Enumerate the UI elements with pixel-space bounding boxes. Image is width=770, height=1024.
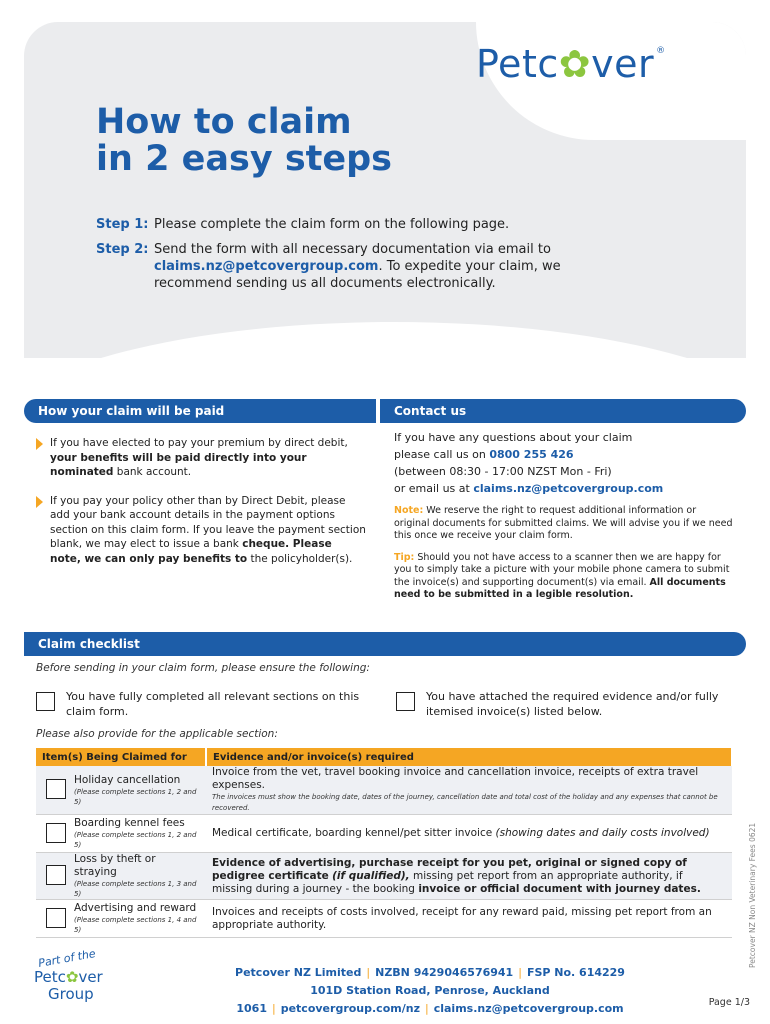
- evidence-text: missing pet report from an appropriate authority, if missing during a journey - the booking: [212, 869, 683, 895]
- table-row: [36, 766, 732, 815]
- evidence-cell: [206, 853, 732, 900]
- claims-email-link[interactable]: claims.nz@petcovergroup.com: [154, 259, 379, 274]
- evidence-text: Invoice from the vet, travel booking invoice and cancellation invoice, receipts of extra travel expenses.: [212, 766, 699, 791]
- petcover-group-logo: [34, 947, 118, 1008]
- paw-icon: ✿: [558, 42, 592, 86]
- steps-list: [96, 216, 566, 300]
- footer-fsp: FSP No. 614229: [526, 966, 625, 979]
- contact-section: [394, 429, 734, 611]
- phone-link[interactable]: 0800 255 426: [489, 448, 574, 461]
- paid-item-text: If you have elected to pay your premium by direct debit,: [50, 437, 348, 449]
- checkbox-holiday[interactable]: [46, 779, 66, 799]
- tip-paragraph: [394, 552, 734, 602]
- item-sections: (Please complete sections 1, 2 and 5): [74, 787, 197, 806]
- section-header-paid: How your claim will be paid: [24, 399, 376, 423]
- item-sections: (Please complete sections 1, 4 and 5): [74, 916, 197, 934]
- contact-email-line: [394, 480, 734, 497]
- table-header-row: [36, 748, 732, 766]
- checkbox-completed[interactable]: [36, 692, 55, 711]
- note-paragraph: [394, 505, 734, 543]
- contact-hours: (between 08:30 - 17:00 NZST Mon - Fri): [394, 465, 612, 478]
- page-number: Page 1/3: [708, 997, 750, 1008]
- form-reference: Petcover NZ Non Veterinary Fees 0621: [748, 822, 757, 968]
- contact-email-link[interactable]: claims.nz@petcovergroup.com: [473, 482, 664, 495]
- contact-phone-line: [394, 446, 734, 463]
- tip-text: Should you not have access to a scanner then we are happy for you to simply take a picture with your mobile phone camera to submit the invoice(s) and supporting document(s) via email.: [394, 551, 730, 588]
- bullet-arrow-icon: [36, 496, 43, 508]
- step-2-text: Send the form with all necessary documentation via email to: [154, 242, 551, 257]
- registered-mark: ®: [656, 46, 666, 56]
- title-line-1: How to claim: [96, 102, 352, 142]
- footer-separator: |: [424, 1002, 429, 1015]
- table-row: [36, 815, 732, 853]
- item-name: Advertising and reward: [74, 902, 197, 914]
- note-text: We reserve the right to request additional information or original documents for submitted claims. We will advise you if we need this once we receive your claim form.: [394, 505, 733, 541]
- step-2-text-after: . To expedite your claim, we recommend sending us all documents electronically.: [154, 259, 561, 291]
- group-logo-top: Part of the: [37, 947, 97, 970]
- footer-nzbn: NZBN 9429046576941: [375, 966, 514, 979]
- contact-line-1: If you have any questions about your claim: [394, 431, 633, 444]
- step-2-label: Step 2:: [96, 242, 149, 257]
- footer-separator: |: [272, 1002, 276, 1015]
- column-header-evidence: Evidence and/or invoice(s) required: [206, 748, 732, 766]
- paid-item-other: [36, 494, 366, 567]
- page-title: [96, 104, 392, 178]
- item-cell: [36, 815, 206, 853]
- paid-item-tail: bank account.: [113, 466, 192, 478]
- evidence-italic: (showing dates and daily costs involved): [495, 827, 710, 839]
- claim-items-table: [36, 748, 733, 938]
- paid-item-tail: the policyholder(s).: [247, 552, 353, 565]
- table-row: [36, 900, 732, 938]
- applicable-section-note: Please also provide for the applicable section:: [36, 728, 278, 740]
- tip-bold-text: All documents need to be submitted in a legible resolution.: [394, 576, 726, 600]
- evidence-bold: Evidence of advertising, purchase receipt for you pet, original or signed copy of pedigree certificate: [212, 856, 687, 882]
- checklist-item-label: You have attached the required evidence and/or fully itemised invoice(s) listed below.: [426, 690, 719, 718]
- paid-item-text: If you pay your policy other than by Direct Debit, please add your bank account details in the payment options section on this claim form. If you leave the payment section blank, we may elect to issue a bank: [50, 494, 366, 550]
- group-logo-prefix: Petc: [34, 968, 66, 986]
- logo-text-prefix: Petc: [476, 42, 559, 86]
- section-header-contact: Contact us: [380, 399, 746, 423]
- item-name: Loss by theft or straying: [74, 853, 156, 878]
- item-cell: [36, 853, 206, 900]
- contact-phone-prefix: please call us on: [394, 448, 490, 461]
- evidence-bold-italic: (if qualified),: [332, 869, 410, 882]
- logo-text-suffix: ver: [591, 42, 655, 86]
- hero-curve: [24, 322, 746, 358]
- paid-item-direct-debit: [36, 436, 366, 480]
- note-label: Note:: [394, 505, 424, 516]
- checklist-item-label: You have fully completed all relevant sections on this claim form.: [66, 690, 360, 718]
- tip-label: Tip:: [394, 551, 415, 563]
- footer-separator: |: [366, 966, 371, 979]
- footer-company: Petcover NZ Limited: [235, 966, 362, 979]
- footer-email-link[interactable]: claims.nz@petcovergroup.com: [433, 1002, 624, 1015]
- footer: [130, 964, 730, 1018]
- footer-website-link[interactable]: petcovergroup.com/nz: [280, 1002, 420, 1015]
- evidence-bold-2: invoice or official document with journey dates.: [418, 882, 701, 895]
- title-line-2: in 2 easy steps: [96, 139, 393, 179]
- checkbox-theft[interactable]: [46, 865, 66, 885]
- item-sections: (Please complete sections 1, 3 and 5): [74, 880, 197, 898]
- item-sections: (Please complete sections 1, 2 and 5): [74, 831, 197, 849]
- evidence-cell: [206, 900, 732, 938]
- group-logo-suffix: ver: [78, 968, 103, 986]
- paw-icon: ✿: [65, 968, 79, 986]
- column-header-item: Item(s) Being Claimed for: [36, 748, 206, 766]
- footer-line-2: [130, 982, 730, 1018]
- evidence-text: Medical certificate, boarding kennel/pet sitter invoice: [212, 827, 496, 839]
- evidence-text: Invoices and receipts of costs involved, receipt for any reward paid, missing pet report from an appropriate authority.: [212, 905, 712, 931]
- footer-separator: |: [518, 966, 522, 979]
- evidence-subtext: The invoices must show the booking date, dates of the journey, cancellation date and total cost of the holiday and any expenses that cannot be recovered.: [212, 793, 718, 812]
- item-cell: [36, 900, 206, 938]
- step-1-label: Step 1:: [96, 217, 149, 232]
- step-1: [96, 216, 566, 233]
- bullet-arrow-icon: [36, 438, 43, 450]
- item-cell: [36, 766, 206, 815]
- section-header-checklist: Claim checklist: [24, 632, 746, 656]
- paid-item-bold: cheque. Please note, we can only pay benefits to: [50, 538, 332, 565]
- paid-item-bold: your benefits will be paid directly into your nominated: [50, 451, 307, 478]
- step-2: [96, 241, 566, 292]
- evidence-cell: [206, 815, 732, 853]
- petcover-logo: [476, 42, 666, 86]
- footer-line-1: [130, 964, 730, 982]
- contact-email-prefix: or email us at: [394, 482, 474, 495]
- checkbox-attached[interactable]: [396, 692, 415, 711]
- contact-details: [394, 429, 734, 497]
- evidence-cell: [206, 766, 732, 815]
- item-name: Holiday cancellation: [74, 773, 181, 786]
- checkbox-advertising[interactable]: [46, 908, 66, 928]
- checkbox-kennel[interactable]: [46, 823, 66, 843]
- item-name: Boarding kennel fees: [74, 817, 185, 829]
- step-1-text: Please complete the claim form on the following page.: [154, 217, 510, 232]
- group-logo-mid: [34, 968, 103, 986]
- checklist-intro: Before sending in your claim form, please ensure the following:: [36, 662, 370, 674]
- footer-address: 101D Station Road, Penrose, Auckland 1061: [236, 984, 550, 1015]
- paid-section: [36, 436, 366, 580]
- group-logo-bottom: Group: [48, 985, 94, 1003]
- table-row: [36, 853, 732, 900]
